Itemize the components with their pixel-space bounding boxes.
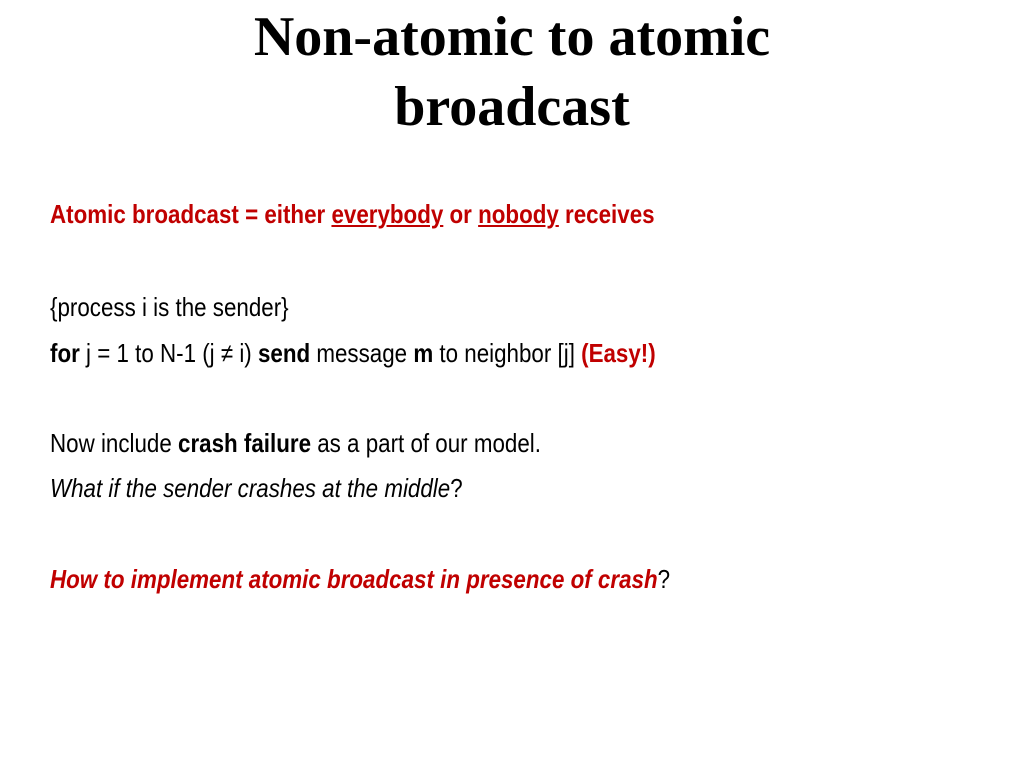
keyword-for: for <box>50 338 80 368</box>
sender-crash-question-text: What if the sender crashes at the middle <box>50 473 451 503</box>
keyword-send: send <box>257 338 311 368</box>
sender-comment: {process i is the sender} <box>50 292 289 322</box>
crash-failure-line <box>50 425 541 461</box>
challenge-question-text: How to implement atomic broadcast in presence of crash <box>50 564 658 594</box>
slide-title-line-2: broadcast <box>394 76 630 138</box>
definition-everybody: everybody <box>331 199 444 229</box>
slide-title <box>0 2 1024 142</box>
definition-suffix: receives <box>558 199 655 229</box>
definition-middle: or <box>443 199 479 229</box>
crash-suffix: as a part of our model. <box>311 428 541 458</box>
loop-line <box>50 335 656 371</box>
easy-note: (Easy!) <box>581 338 656 368</box>
definition-nobody: nobody <box>478 199 559 229</box>
message-m: m <box>413 338 434 368</box>
loop-range: j = 1 to N-1 (j ≠ i) <box>79 338 258 368</box>
crash-prefix: Now include <box>50 428 179 458</box>
definition-line <box>50 196 655 232</box>
slide-title-line-1: Non-atomic to atomic <box>253 6 771 68</box>
sender-crash-question <box>50 470 463 506</box>
definition-prefix: Atomic broadcast = either <box>50 199 332 229</box>
loop-message: message <box>310 338 414 368</box>
sender-crash-question-mark: ? <box>450 473 463 503</box>
challenge-question <box>50 561 670 597</box>
crash-failure-term: crash failure <box>178 428 312 458</box>
challenge-question-mark: ? <box>657 564 671 594</box>
loop-rest: to neighbor [j] <box>433 338 582 368</box>
